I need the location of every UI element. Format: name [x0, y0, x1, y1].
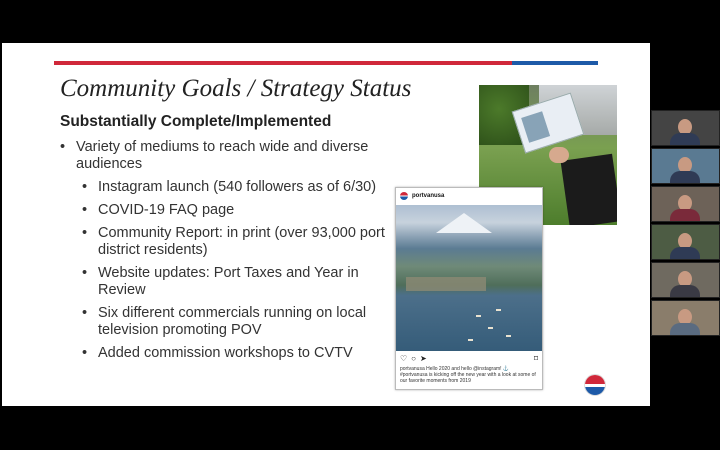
participant-video[interactable] [651, 110, 720, 146]
participant-video[interactable] [651, 224, 720, 260]
participant-video[interactable] [651, 186, 720, 222]
presentation-slide [2, 43, 650, 406]
slide-title: Community Goals / Strategy Status [60, 75, 412, 102]
bullet-item: • Community Report: in print (over 93,000 port district residents) [60, 225, 390, 259]
heart-icon: ♡ [400, 354, 408, 363]
bullet-main: • Variety of mediums to reach wide and diverse audiences [60, 139, 390, 173]
bullet-item: • Added commission workshops to CVTV [60, 345, 390, 362]
slide-subtitle: Substantially Complete/Implemented [60, 113, 332, 130]
instagram-username: portvanusa [412, 193, 445, 199]
bullet-item: • Website updates: Port Taxes and Year in Review [60, 265, 390, 299]
title-rule-red [54, 61, 512, 65]
instagram-actions [400, 354, 538, 364]
participant-video[interactable] [651, 262, 720, 298]
participant-video[interactable] [651, 300, 720, 336]
title-rule-blue [512, 61, 598, 65]
bullet-item: • Instagram launch (540 followers as of 6/30) [60, 179, 390, 196]
bullet-item: • COVID-19 FAQ page [60, 202, 390, 219]
bullet-list [60, 139, 390, 368]
video-gallery [651, 110, 720, 342]
bullet-item: • Six different commercials running on local television promoting POV [60, 305, 390, 339]
port-logo-icon [400, 192, 408, 200]
participant-video[interactable] [651, 148, 720, 184]
harbor-photo [396, 205, 542, 351]
instagram-post [395, 187, 543, 390]
comment-icon: ○ [411, 354, 417, 363]
instagram-caption: portvanusa Hello 2020 and hello @instagram! ⚓ #portvanusa is kicking off the new year with a look at some of our favorite moments from 2019 [400, 366, 536, 384]
bookmark-icon: ⌑ [533, 354, 538, 363]
port-logo-icon [584, 374, 606, 396]
share-icon: ➤ [420, 354, 427, 363]
